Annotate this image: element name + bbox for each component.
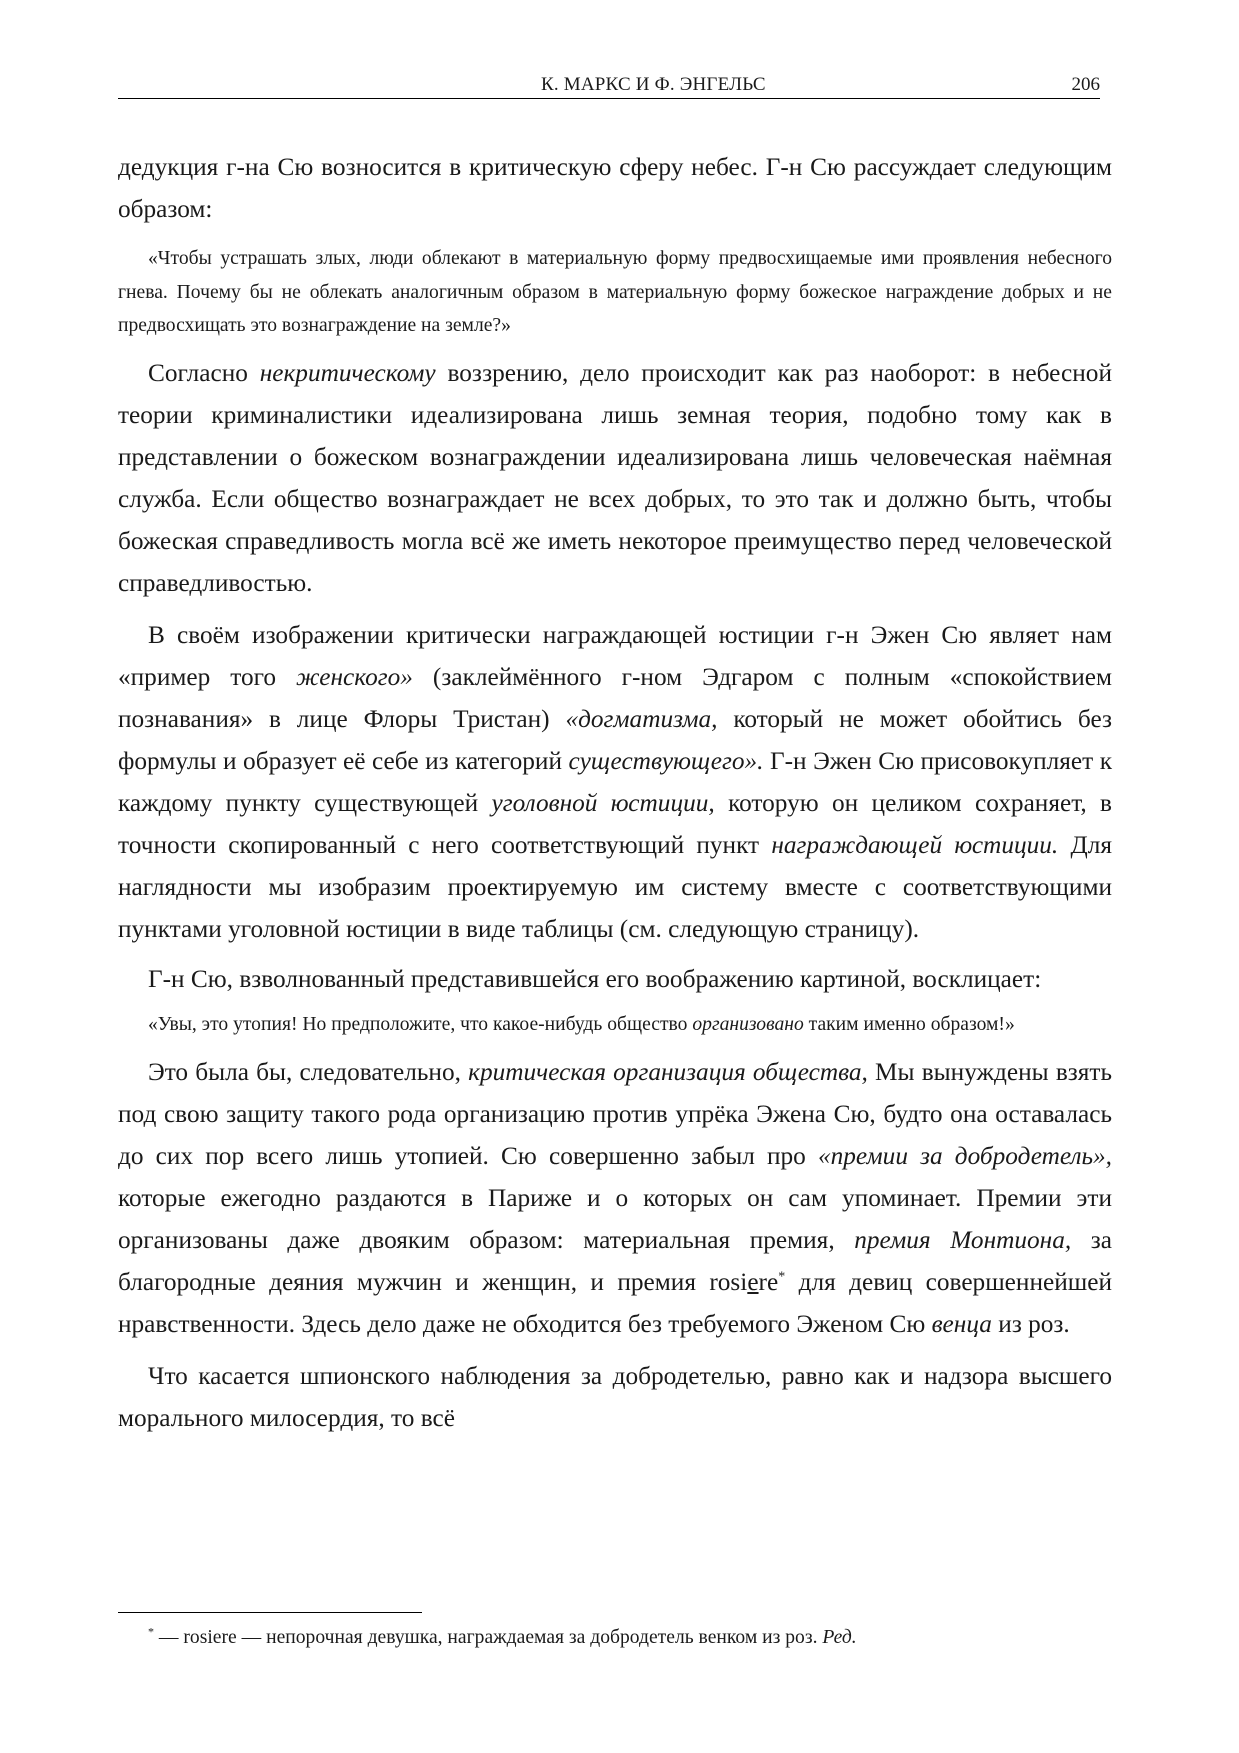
text-run: таким именно образом!» xyxy=(803,1013,1015,1035)
footnote xyxy=(148,1625,857,1651)
text-run: В своём изображении критически награждающей юстиции г-н Эжен Сю являет нам «пример того xyxy=(118,620,1112,691)
text-run: который не может обойтись без формулы и образует её себе из категорий xyxy=(118,704,1112,775)
text-run: Согласно xyxy=(148,358,260,387)
underlined-letter: e xyxy=(747,1268,759,1296)
quote-block-2 xyxy=(118,1008,1112,1042)
italic-run: премия Монтиона, xyxy=(854,1226,1072,1254)
footnote-editor-note: Ред. xyxy=(822,1627,857,1648)
text-run: Для наглядности мы изобразим проектируемую им систему вместе с соответствующими пунктами уголовной юстиции в виде таблицы (см. следующую страницу). xyxy=(118,830,1112,943)
text-run: из роз. xyxy=(991,1310,1070,1338)
italic-run: «премии за добродетель», xyxy=(817,1142,1112,1170)
italic-run: награждающей юстиции. xyxy=(771,830,1059,859)
footnote-text: — rosiere — непорочная девушка, награждаемая за добродетель венком из роз. xyxy=(154,1627,823,1648)
text-run: «Увы, это утопия! Но предположите, что какое-нибудь общество xyxy=(148,1013,693,1035)
page-number: 206 xyxy=(1071,74,1100,95)
footnote-marker: * xyxy=(778,1269,786,1285)
text-run: (заклеймённого г-ном Эдгаром с полным «спокойствием познавания» в лице Флоры Тристан) xyxy=(118,662,1112,733)
text-run: Г-н Эжен Сю присовокупляет к каждому пункту существующей xyxy=(118,746,1113,817)
paragraph-5 xyxy=(118,1051,1112,1345)
text-run: Это была бы, следовательно, xyxy=(148,1058,469,1086)
italic-run: венца xyxy=(931,1310,992,1338)
text-run: за благородные деяния мужчин и женщин, и премия rosi xyxy=(118,1226,1112,1296)
text-run: для девиц совершеннейшей нравственности. Здесь дело даже не обходится без требуемого Эженом Сю xyxy=(118,1268,1112,1338)
text-run: воззрению, дело происходит как раз наоборот: в небесной теории криминалистики идеализирована лишь земная теория, подобно тому как в представлении о божеском вознаграждении идеализирована лишь человеческая наёмная служба. Если общество вознаграждает не всех добрых, то это так и должно быть, чтобы божеская справедливость могла всё же иметь некоторое преимущество перед человеческой справедливостью. xyxy=(118,358,1112,597)
italic-run: уголовной юстиции, xyxy=(491,788,715,817)
paragraph-3 xyxy=(118,614,1112,950)
italic-run: существующего». xyxy=(568,746,764,775)
running-header xyxy=(118,72,1100,99)
paragraph-4: Г-н Сю, взволнованный представившейся его воображению картиной, восклицает: xyxy=(148,964,1042,993)
italic-run: организовано xyxy=(692,1013,804,1035)
text-run: Мы вынуждены взять под свою защиту такого рода организацию против упрёка Эжена Сю, будто она оставалась до сих пор всего лишь утопией. Сю совершенно забыл про xyxy=(118,1058,1112,1170)
italic-run: некритическому xyxy=(259,358,436,387)
text-run: re xyxy=(758,1268,779,1296)
italic-run: критическая организация общества, xyxy=(468,1058,868,1086)
page-body xyxy=(118,146,1112,1439)
footnote-divider xyxy=(118,1612,422,1613)
text-run: которые ежегодно раздаются в Париже и о которых он сам упоминает. Премии эти организованы даже двояким образом: материальная премия, xyxy=(118,1184,1112,1254)
text-run: которую он целиком сохраняет, в точности скопированный с него соответствующий пункт xyxy=(118,788,1112,859)
italic-run: «догматизма, xyxy=(565,704,718,733)
paragraph-2 xyxy=(118,352,1112,604)
quote-block-1: «Чтобы устрашать злых, люди облекают в материальную форму предвосхищаемые ими проявления небесного гнева. Почему бы не облекать аналогичным образом в материальную форму божеское награждение добрых и не предвосхищать это вознаграждение на земле?» xyxy=(118,248,1112,336)
paragraph-6: Что касается шпионского наблюдения за добродетелью, равно как и надзора высшего морального милосердия, то всё xyxy=(118,1362,1112,1432)
footnote-marker: * xyxy=(148,1624,154,1639)
italic-run: женского» xyxy=(296,662,413,691)
paragraph-1: дедукция г-на Сю возносится в критическую сферу небес. Г-н Сю рассуждает следующим образом: xyxy=(118,153,1112,223)
header-title: К. МАРКС И Ф. ЭНГЕЛЬС xyxy=(541,74,766,95)
